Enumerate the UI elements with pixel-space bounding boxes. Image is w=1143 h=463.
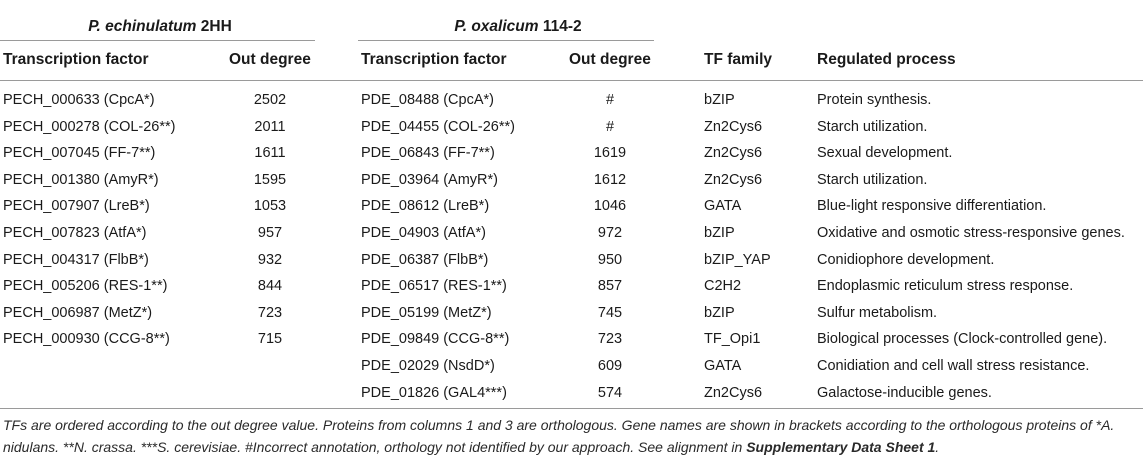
cell-tf-right: PDE_06517 (RES-1**)	[361, 278, 507, 295]
cell-tf-left: PECH_006987 (MetZ*)	[3, 304, 153, 321]
cell-tf-family: GATA	[704, 198, 742, 215]
cell-tf-left: PECH_007823 (AtfA*)	[3, 225, 147, 241]
cell-tf-right: PDE_04455 (COL-26**)	[361, 118, 515, 135]
cell-out-degree-right: #	[605, 118, 615, 135]
cell-tf-family: Zn2Cys6	[704, 145, 763, 162]
col-header-transcription-factor-1: Transcription factor	[3, 51, 149, 68]
cell-out-degree-left: 1595	[253, 171, 287, 188]
table-row	[0, 381, 1143, 408]
cell-out-degree-right: 1612	[593, 171, 627, 188]
cell-out-degree-right: 609	[597, 358, 623, 374]
cell-regulated-process: Blue-light responsive differentiation.	[817, 198, 1047, 215]
cell-tf-right: PDE_06843 (FF-7**)	[361, 145, 495, 162]
cell-tf-family: Zn2Cys6	[704, 171, 763, 188]
cell-out-degree-right: #	[605, 92, 615, 108]
col-header-tf-family: TF family	[704, 51, 773, 68]
cell-out-degree-right: 857	[597, 278, 623, 295]
cell-out-degree-left: 2011	[254, 118, 286, 135]
cell-out-degree-left: 1053	[253, 198, 287, 215]
cell-tf-family: bZIP	[704, 304, 735, 321]
cell-out-degree-left: 1611	[254, 145, 286, 162]
strain-name: 2HH	[200, 18, 232, 35]
col-header-regulated-process: Regulated process	[817, 51, 956, 68]
footnote-text: TFs are ordered according to the out degree value. Proteins from columns 1 and 3 are orthologous. Gene names are shown in brackets according to the orthologous proteins of *A. nidulans. **N. crassa. ***S. cerevisiae. #Incorrect annotation, orthology not identified by our approach. See alignment in	[3, 417, 1115, 455]
cell-regulated-process: Starch utilization.	[817, 118, 928, 135]
species-name: P. echinulatum	[88, 18, 197, 35]
cell-regulated-process: Biological processes (Clock-controlled gene).	[817, 331, 1108, 348]
group-underline-right	[358, 40, 654, 41]
supplementary-link[interactable]: Supplementary Data Sheet 1	[746, 439, 936, 455]
table-bottom-rule	[0, 408, 1143, 409]
cell-out-degree-right: 574	[597, 384, 623, 401]
cell-out-degree-right: 950	[597, 251, 623, 268]
cell-out-degree-right: 1046	[593, 198, 627, 215]
cell-tf-family: Zn2Cys6	[704, 118, 763, 135]
cell-regulated-process: Galactose-inducible genes.	[817, 384, 992, 401]
cell-tf-left: PECH_005206 (RES-1**)	[3, 278, 168, 295]
table-row	[0, 115, 1143, 142]
cell-tf-left: PECH_001380 (AmyR*)	[3, 171, 159, 188]
table-row	[0, 354, 1143, 381]
table-row	[0, 221, 1143, 248]
cell-tf-right: PDE_01826 (GAL4***)	[361, 384, 507, 401]
table-row	[0, 327, 1143, 354]
cell-out-degree-left: 2502	[253, 92, 287, 108]
cell-tf-right: PDE_05199 (MetZ*)	[361, 304, 492, 321]
cell-out-degree-right: 972	[597, 225, 623, 241]
cell-out-degree-left: 723	[257, 304, 283, 321]
table-row	[0, 141, 1143, 168]
cell-tf-right: PDE_09849 (CCG-8**)	[361, 331, 510, 348]
table-row	[0, 88, 1143, 115]
cell-regulated-process: Protein synthesis.	[817, 92, 932, 108]
cell-out-degree-left: 957	[257, 225, 283, 241]
cell-tf-family: GATA	[704, 358, 742, 374]
cell-tf-family: bZIP	[704, 92, 735, 108]
cell-tf-left: PECH_000633 (CpcA*)	[3, 92, 155, 108]
cell-tf-family: C2H2	[704, 278, 742, 295]
cell-tf-left: PECH_004317 (FlbB*)	[3, 251, 149, 268]
cell-regulated-process: Oxidative and osmotic stress-responsive genes.	[817, 225, 1125, 241]
strain-name: 114-2	[542, 18, 582, 35]
cell-regulated-process: Sulfur metabolism.	[817, 304, 938, 321]
cell-tf-right: PDE_04903 (AtfA*)	[361, 225, 486, 241]
cell-tf-left: PECH_007045 (FF-7**)	[3, 145, 156, 162]
table-row	[0, 274, 1143, 301]
group-underline-left	[0, 40, 315, 41]
cell-tf-right: PDE_06387 (FlbB*)	[361, 251, 489, 268]
species-name: P. oxalicum	[454, 18, 539, 35]
cell-out-degree-left: 932	[257, 251, 283, 268]
cell-regulated-process: Conidiation and cell wall stress resistance.	[817, 358, 1090, 374]
cell-tf-family: TF_Opi1	[704, 331, 761, 348]
col-header-out-degree-2: Out degree	[569, 51, 651, 68]
cell-tf-family: Zn2Cys6	[704, 384, 763, 401]
cell-tf-left: PECH_000278 (COL-26**)	[3, 118, 176, 135]
cell-tf-right: PDE_02029 (NsdD*)	[361, 358, 495, 374]
group-header-p-oxalicum	[418, 18, 618, 36]
cell-tf-left: PECH_000930 (CCG-8**)	[3, 331, 170, 348]
table-row	[0, 301, 1143, 328]
cell-out-degree-right: 723	[597, 331, 623, 348]
cell-tf-right: PDE_03964 (AmyR*)	[361, 171, 498, 188]
table-row	[0, 248, 1143, 275]
cell-regulated-process: Sexual development.	[817, 145, 953, 162]
group-header-p-echinulatum	[60, 18, 260, 36]
cell-regulated-process: Conidiophore development.	[817, 251, 995, 268]
table-row	[0, 168, 1143, 195]
table-row	[0, 194, 1143, 221]
col-header-out-degree-1: Out degree	[229, 51, 311, 68]
cell-out-degree-left: 715	[257, 331, 283, 348]
cell-out-degree-left: 844	[257, 278, 283, 295]
cell-tf-family: bZIP_YAP	[704, 251, 771, 268]
cell-tf-right: PDE_08612 (LreB*)	[361, 198, 490, 215]
footnote-end: .	[935, 439, 940, 455]
cell-tf-left: PECH_007907 (LreB*)	[3, 198, 150, 215]
cell-regulated-process: Starch utilization.	[817, 171, 928, 188]
cell-out-degree-right: 1619	[593, 145, 627, 162]
cell-out-degree-right: 745	[597, 304, 623, 321]
cell-regulated-process: Endoplasmic reticulum stress response.	[817, 278, 1074, 295]
cell-tf-family: bZIP	[704, 225, 735, 241]
table-footnote	[3, 414, 1123, 458]
cell-tf-right: PDE_08488 (CpcA*)	[361, 92, 494, 108]
col-header-transcription-factor-2: Transcription factor	[361, 51, 507, 68]
header-rule	[0, 80, 1143, 81]
